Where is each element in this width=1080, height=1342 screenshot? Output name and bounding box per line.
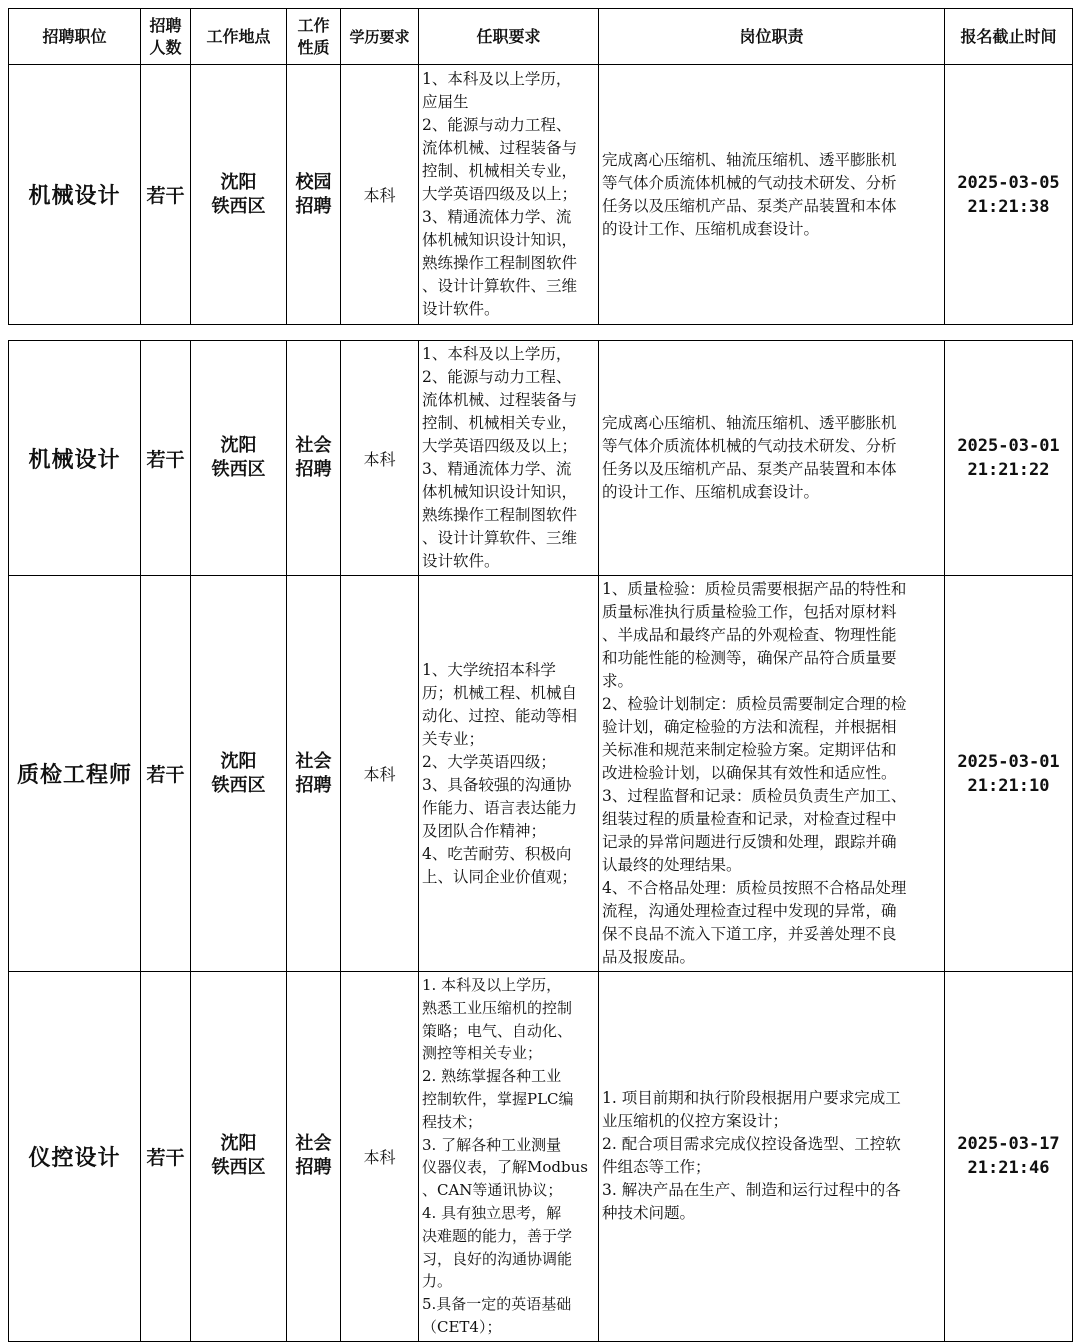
job-duties: 1、质量检验：质检员需要根据产品的特性和 质量标准执行质量检验工作，包括对原材料 、半成品和最终产品的外观检查、物理性能 和功能性能的检测等，确保产品符合质量要 求。 2、检验计划制定：质检员需要制定合理的检 验计划，确定检验的方法和流程，并根据相 关标准和规范来制定检验方案。定期评估和 改进检验计划，以确保其有效性和适应性。 3、过程监督和记录：质检员负责生产加工、 组装过程的质量检查和记录，对检查过程中 记录的异常问题进行反馈和处理，跟踪并确 认最终的处理结果。 4、不合格品处理：质检员按照不合格品处理 流程，沟通处理检查过程中发现的异常，确 保不良品不流入下道工序，并妥善处理不良 品及报废品。 (599, 576, 945, 972)
header-nature: 工作 性质 (287, 9, 341, 65)
header-education: 学历要求 (341, 9, 419, 65)
job-title: 仪控设计 (9, 972, 141, 1342)
job-location: 沈阳 铁西区 (191, 972, 287, 1342)
job-location: 沈阳 铁西区 (191, 341, 287, 576)
job-duties: 完成离心压缩机、轴流压缩机、透平膨胀机 等气体介质流体机械的气动技术研发、分析 任务以及压缩机产品、泵类产品装置和本体 的设计工作、压缩机成套设计。 (599, 65, 945, 325)
job-location: 沈阳 铁西区 (191, 65, 287, 325)
job-deadline: 2025-03-05 21:21:38 (945, 65, 1073, 325)
job-duties: 1. 项目前期和执行阶段根据用户要求完成工 业压缩机的仪控方案设计； 2. 配合项目需求完成仪控设备选型、工控软 件组态等工作； 3. 解决产品在生产、制造和运行过程中的各 种技术问题。 (599, 972, 945, 1342)
job-education: 本科 (341, 65, 419, 325)
table-row (9, 972, 1073, 1342)
job-location: 沈阳 铁西区 (191, 576, 287, 972)
job-title: 质检工程师 (9, 576, 141, 972)
header-deadline: 报名截止时间 (945, 9, 1073, 65)
job-deadline: 2025-03-01 21:21:10 (945, 576, 1073, 972)
job-requirements: 1、大学统招本科学 历；机械工程、机械自 动化、过控、能动等相 关专业； 2、大学英语四级； 3、具备较强的沟通协 作能力、语言表达能力 及团队合作精神； 4、吃苦耐劳、积极向 上、认同企业价值观； (419, 576, 599, 972)
job-education: 本科 (341, 972, 419, 1342)
table-row (9, 65, 1073, 325)
job-table-header-section (8, 8, 1073, 325)
header-row (9, 9, 1073, 65)
header-requirements: 任职要求 (419, 9, 599, 65)
job-nature: 社会 招聘 (287, 972, 341, 1342)
job-education: 本科 (341, 576, 419, 972)
job-title: 机械设计 (9, 65, 141, 325)
job-requirements: 1、本科及以上学历， 应届生 2、能源与动力工程、 流体机械、过程装备与 控制、机械相关专业， 大学英语四级及以上； 3、精通流体力学、流 体机械知识设计知识， 熟练操作工程制图软件 、设计计算软件、三维 设计软件。 (419, 65, 599, 325)
table-row (9, 576, 1073, 972)
job-nature: 社会 招聘 (287, 341, 341, 576)
job-nature: 社会 招聘 (287, 576, 341, 972)
job-deadline: 2025-03-17 21:21:46 (945, 972, 1073, 1342)
job-count: 若干 (141, 341, 191, 576)
header-duties: 岗位职责 (599, 9, 945, 65)
header-position: 招聘职位 (9, 9, 141, 65)
table-row (9, 341, 1073, 576)
job-title: 机械设计 (9, 341, 141, 576)
header-count: 招聘 人数 (141, 9, 191, 65)
job-nature: 校园 招聘 (287, 65, 341, 325)
job-requirements: 1、本科及以上学历， 2、能源与动力工程、 流体机械、过程装备与 控制、机械相关专业， 大学英语四级及以上； 3、精通流体力学、流 体机械知识设计知识， 熟练操作工程制图软件 、设计计算软件、三维 设计软件。 (419, 341, 599, 576)
job-requirements: 1. 本科及以上学历， 熟悉工业压缩机的控制 策略；电气、自动化、 测控等相关专业； 2. 熟练掌握各种工业 控制软件，掌握PLC编 程技术； 3. 了解各种工业测量 仪器仪表，了解Modbus 、CAN等通讯协议； 4. 具有独立思考，解 决难题的能力，善于学 习，良好的沟通协调能 力。 5.具备一定的英语基础 （CET4）； (419, 972, 599, 1342)
job-count: 若干 (141, 576, 191, 972)
job-count: 若干 (141, 972, 191, 1342)
job-count: 若干 (141, 65, 191, 325)
job-duties: 完成离心压缩机、轴流压缩机、透平膨胀机 等气体介质流体机械的气动技术研发、分析 任务以及压缩机产品、泵类产品装置和本体 的设计工作、压缩机成套设计。 (599, 341, 945, 576)
job-deadline: 2025-03-01 21:21:22 (945, 341, 1073, 576)
job-education: 本科 (341, 341, 419, 576)
job-table-continued (8, 340, 1073, 1342)
header-location: 工作地点 (191, 9, 287, 65)
